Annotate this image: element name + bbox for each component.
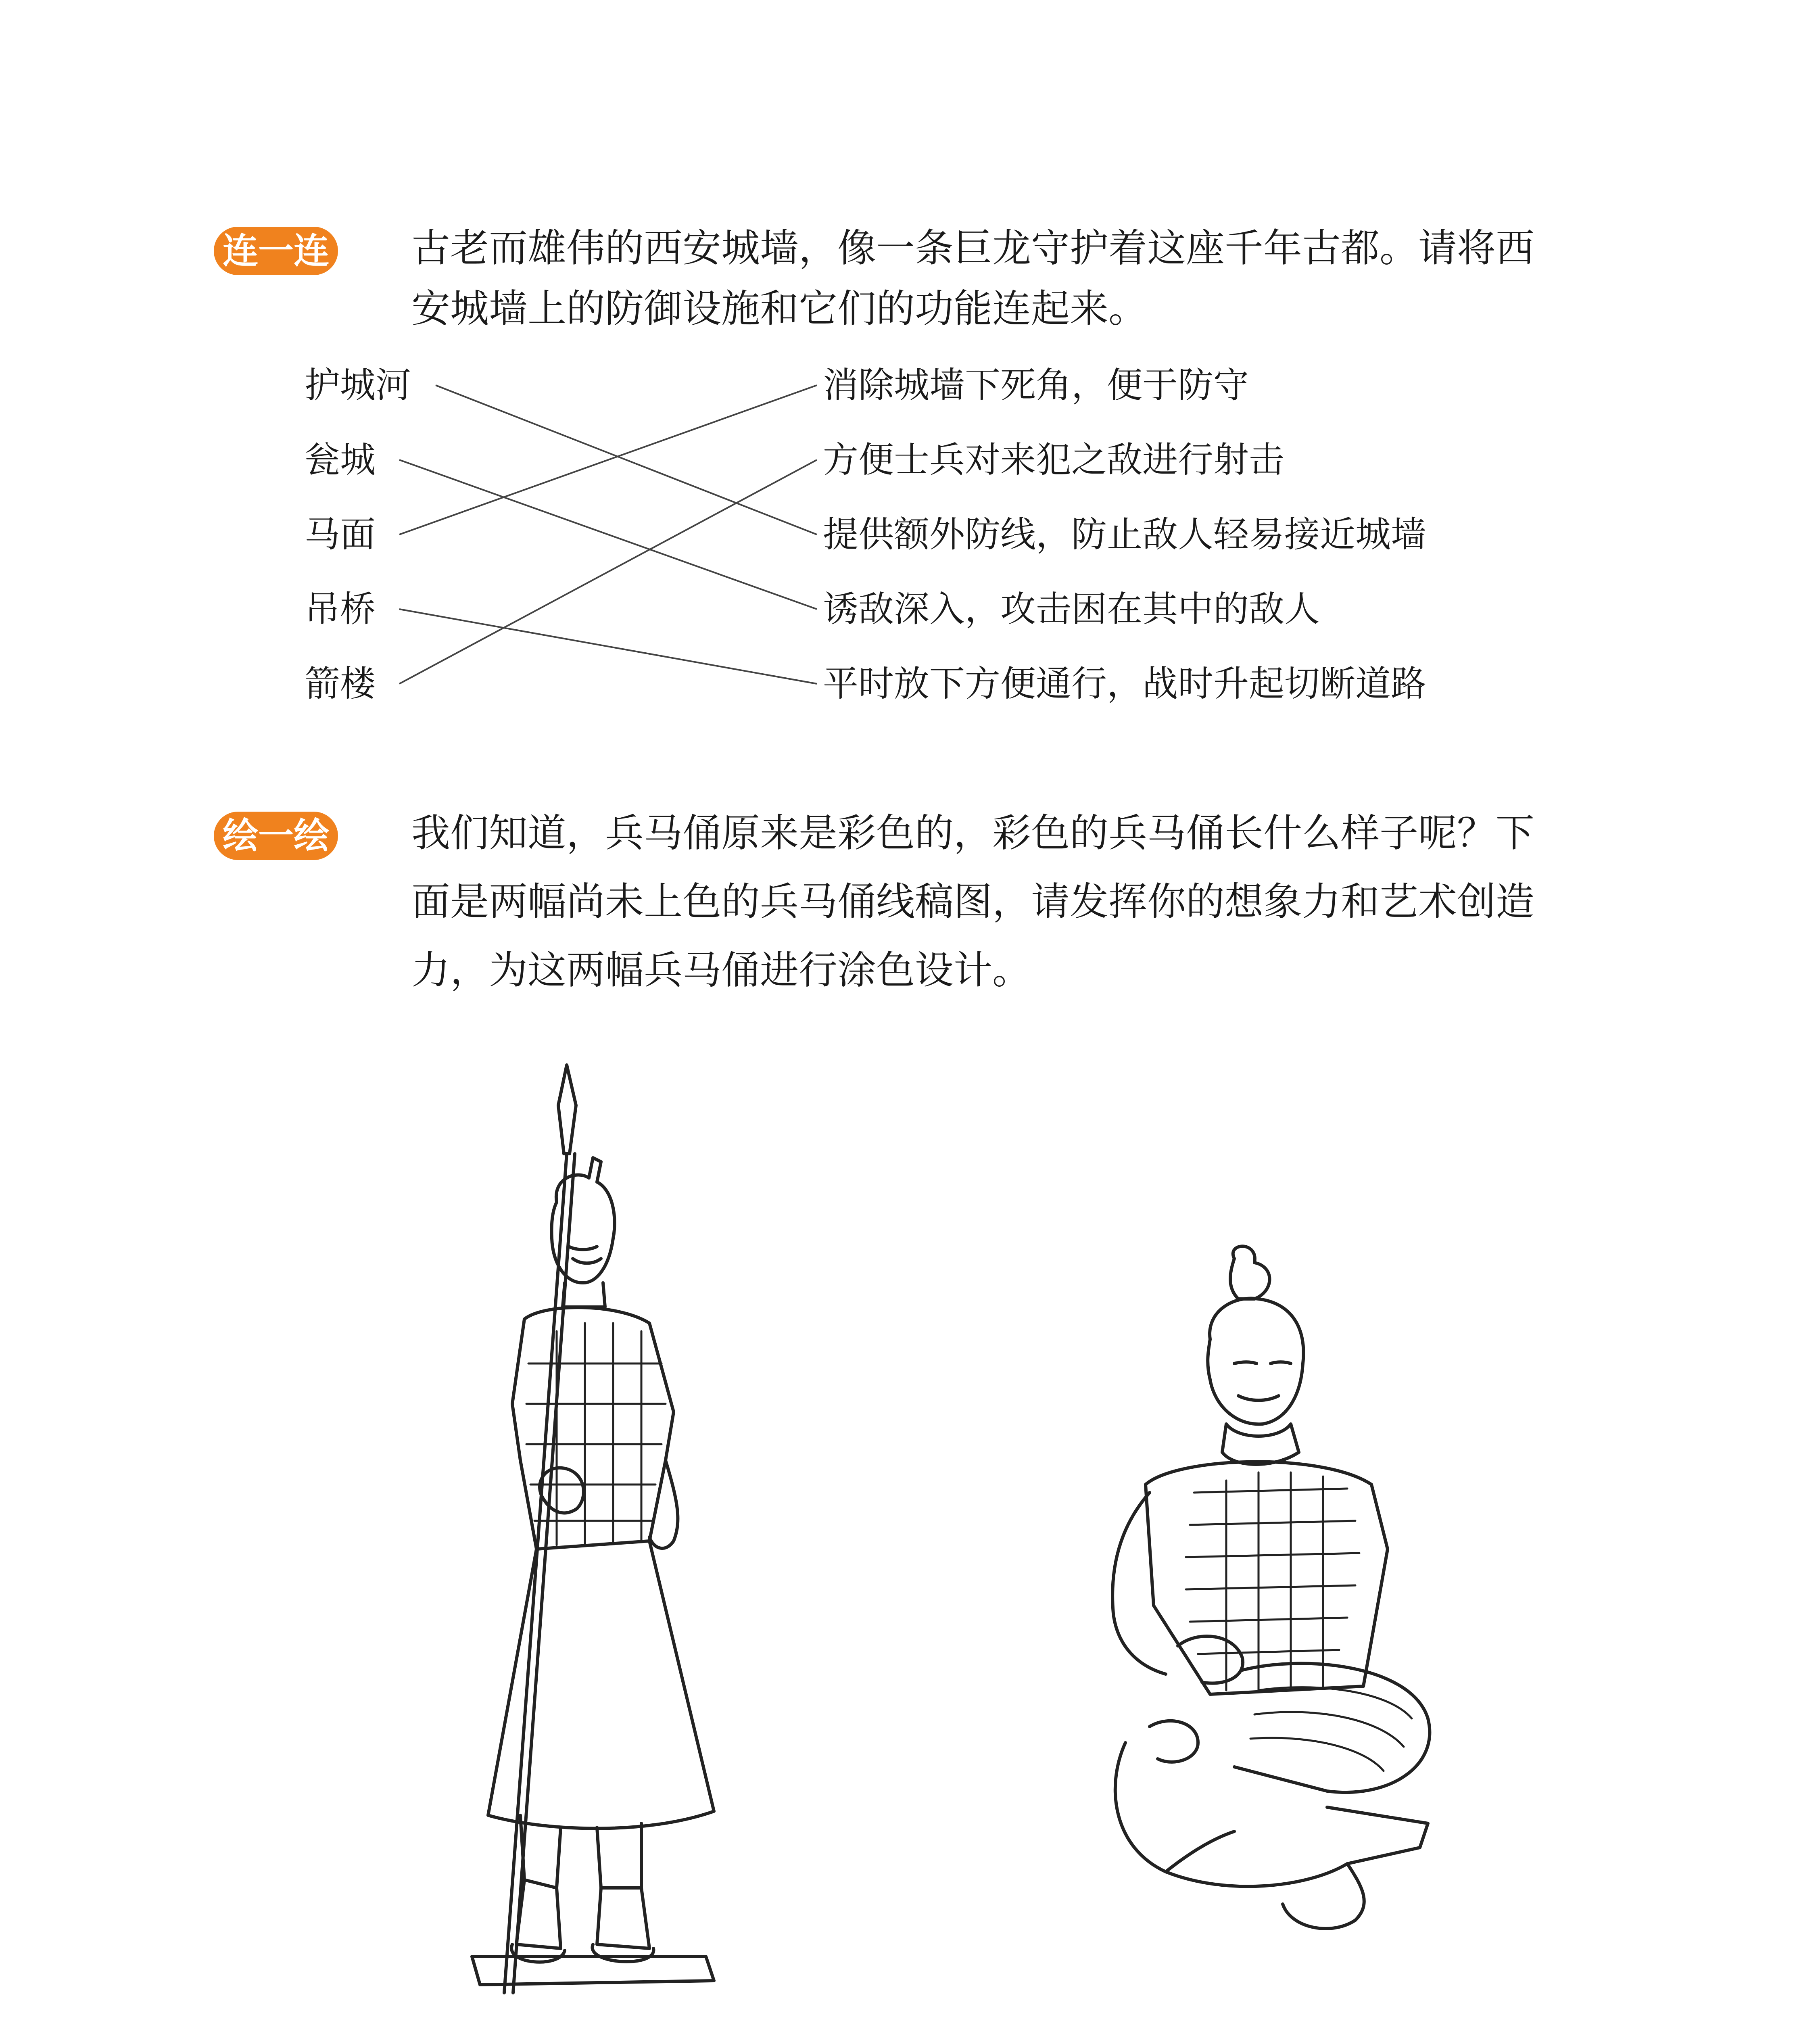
match-connection-lines xyxy=(0,0,1820,766)
right-item-4[interactable]: 诱敌深入，攻击困在其中的敌人 xyxy=(823,588,1320,630)
draw-instruction-line-3: 力，为这两幅兵马俑进行涂色设计。 xyxy=(411,948,1031,993)
section-badge-draw xyxy=(214,811,338,861)
badge-label: 连一连 xyxy=(214,227,338,275)
draw-instruction-line-2: 面是两幅尚未上色的兵马俑线稿图，请发挥你的想象力和艺术创造 xyxy=(411,879,1534,924)
connection-line xyxy=(436,385,817,535)
match-instruction-line-2: 安城墙上的防御设施和它们的功能连起来。 xyxy=(411,286,1147,331)
right-item-3[interactable]: 提供额外防线，防止敌人轻易接近城墙 xyxy=(823,514,1427,555)
left-item-drawbridge[interactable]: 吊桥 xyxy=(305,588,376,630)
left-item-arrow-tower[interactable]: 箭楼 xyxy=(305,663,376,704)
kneeling-archer-drawing[interactable] xyxy=(1065,1242,1468,1969)
left-item-bastion[interactable]: 马面 xyxy=(305,514,376,555)
match-instruction-line-1: 古老而雄伟的西安城墙，像一条巨龙守护着这座千年古都。请将西 xyxy=(411,226,1534,271)
connection-line xyxy=(399,460,817,609)
draw-instruction-line-1: 我们知道，兵马俑原来是彩色的，彩色的兵马俑长什么样子呢？下 xyxy=(411,810,1534,856)
standing-warrior-drawing[interactable] xyxy=(424,1057,766,2005)
left-item-barbican[interactable]: 瓮城 xyxy=(305,439,376,480)
badge-label: 绘一绘 xyxy=(214,812,338,860)
connection-line xyxy=(399,460,817,684)
right-item-1[interactable]: 消除城墙下死角，便于防守 xyxy=(823,364,1249,406)
connection-line xyxy=(399,609,817,684)
left-item-moat[interactable]: 护城河 xyxy=(305,364,411,406)
right-item-5[interactable]: 平时放下方便通行，战时升起切断道路 xyxy=(823,663,1427,704)
right-item-2[interactable]: 方便士兵对来犯之敌进行射击 xyxy=(823,439,1285,480)
connection-line xyxy=(399,385,817,535)
